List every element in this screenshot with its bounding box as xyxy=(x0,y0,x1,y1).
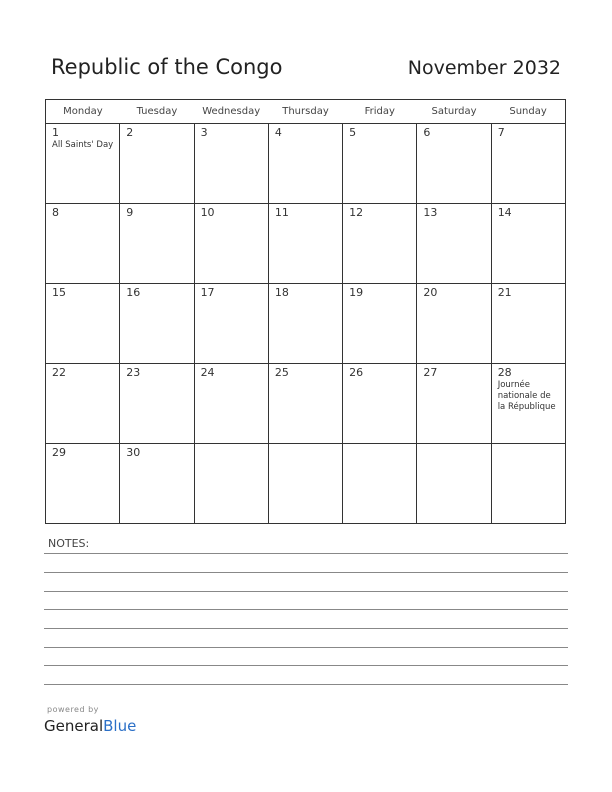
day-cell xyxy=(268,204,342,284)
day-number: 9 xyxy=(126,206,134,219)
day-cell xyxy=(343,444,417,524)
day-cell xyxy=(343,284,417,364)
weekday-header: Sunday xyxy=(491,100,565,124)
weekday-header: Saturday xyxy=(417,100,491,124)
day-number: 22 xyxy=(52,366,66,379)
day-number: 1 xyxy=(52,126,59,139)
day-cell xyxy=(120,204,194,284)
day-cell xyxy=(46,124,120,204)
day-cell xyxy=(46,204,120,284)
day-number: 29 xyxy=(52,446,66,459)
day-cell xyxy=(343,364,417,444)
day-cell xyxy=(343,204,417,284)
generalblue-logo xyxy=(44,717,136,735)
day-number: 13 xyxy=(423,206,438,219)
weekday-header: Thursday xyxy=(268,100,342,124)
day-cell xyxy=(120,444,194,524)
day-number: 21 xyxy=(497,286,512,299)
day-cell xyxy=(194,364,268,444)
day-number: 20 xyxy=(423,286,438,299)
weekday-header: Monday xyxy=(46,100,120,124)
month-year-title: November 2032 xyxy=(407,57,561,79)
day-cell xyxy=(417,124,491,204)
day-number: 18 xyxy=(274,286,289,299)
day-number: 15 xyxy=(52,286,66,299)
day-cell xyxy=(46,444,120,524)
day-number: 4 xyxy=(274,126,282,139)
week-row xyxy=(46,364,566,444)
note-line xyxy=(44,591,568,592)
holiday-label: Journée nationale de la République xyxy=(497,380,556,412)
day-cell xyxy=(120,284,194,364)
day-cell xyxy=(417,204,491,284)
day-number: 6 xyxy=(423,126,431,139)
note-line xyxy=(44,665,568,666)
week-row xyxy=(46,444,566,524)
day-number: 27 xyxy=(423,366,438,379)
day-cell xyxy=(194,444,268,524)
powered-by-text: powered by xyxy=(47,705,99,714)
note-line xyxy=(44,553,568,554)
day-cell xyxy=(417,444,491,524)
day-number: 14 xyxy=(497,206,512,219)
day-number: 5 xyxy=(349,126,357,139)
week-row xyxy=(46,204,566,284)
weekday-header: Friday xyxy=(343,100,417,124)
day-cell xyxy=(120,364,194,444)
day-cell xyxy=(194,124,268,204)
day-cell xyxy=(46,364,120,444)
day-cell xyxy=(491,444,565,524)
day-number: 3 xyxy=(200,126,208,139)
weekday-header: Tuesday xyxy=(120,100,194,124)
day-cell xyxy=(194,284,268,364)
day-number: 26 xyxy=(349,366,364,379)
day-cell xyxy=(268,364,342,444)
day-number: 25 xyxy=(274,366,289,379)
logo-text-blue: Blue xyxy=(103,717,137,735)
day-number: 17 xyxy=(200,286,215,299)
day-number: 28 xyxy=(497,366,512,379)
day-cell xyxy=(417,284,491,364)
day-number: 11 xyxy=(274,206,289,219)
day-cell xyxy=(343,124,417,204)
note-line xyxy=(44,628,568,629)
day-number: 8 xyxy=(52,206,59,219)
week-row xyxy=(46,284,566,364)
day-cell xyxy=(491,364,565,444)
notes-label: NOTES: xyxy=(48,537,90,550)
day-cell xyxy=(194,204,268,284)
day-cell xyxy=(268,444,342,524)
holiday-label: All Saints' Day xyxy=(52,140,114,150)
day-number: 24 xyxy=(200,366,215,379)
day-cell xyxy=(491,284,565,364)
note-line xyxy=(44,609,568,610)
day-cell xyxy=(268,124,342,204)
day-cell xyxy=(268,284,342,364)
day-number: 2 xyxy=(126,126,134,139)
day-cell xyxy=(491,204,565,284)
logo-text-general: General xyxy=(44,717,104,735)
day-number: 19 xyxy=(349,286,364,299)
day-cell xyxy=(417,364,491,444)
day-cell xyxy=(120,124,194,204)
day-number: 16 xyxy=(126,286,141,299)
weekday-header: Wednesday xyxy=(194,100,268,124)
day-cell xyxy=(491,124,565,204)
weekday-header-row xyxy=(46,100,566,124)
note-line xyxy=(44,647,568,648)
week-row xyxy=(46,124,566,204)
day-number: 7 xyxy=(497,126,505,139)
day-cell xyxy=(46,284,120,364)
day-number: 23 xyxy=(126,366,141,379)
country-title: Republic of the Congo xyxy=(51,55,283,79)
day-number: 30 xyxy=(126,446,141,459)
note-line xyxy=(44,572,568,573)
calendar-grid xyxy=(45,99,566,524)
day-number: 12 xyxy=(349,206,364,219)
note-line xyxy=(44,684,568,685)
day-number: 10 xyxy=(200,206,215,219)
